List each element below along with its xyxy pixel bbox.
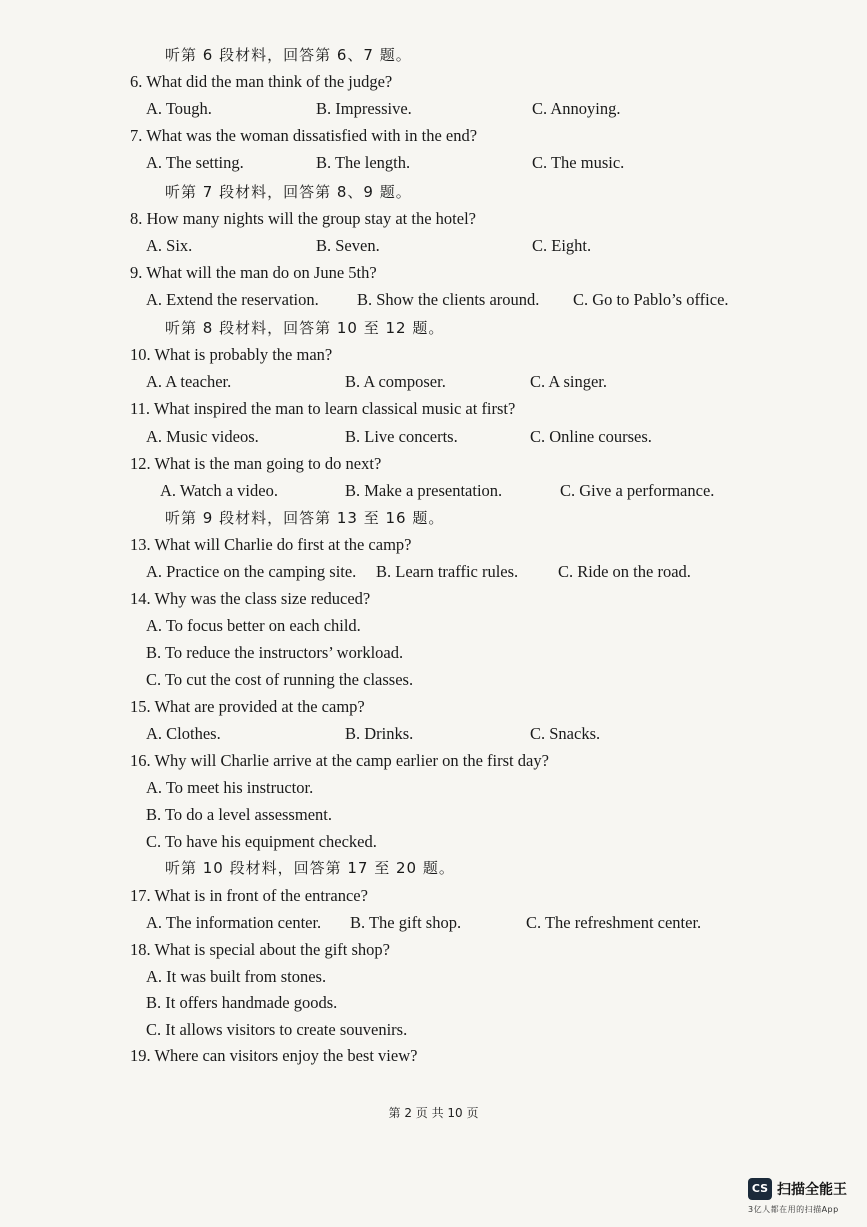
- question-18: 18. What is special about the gift shop?: [130, 940, 390, 959]
- option-11b: B. Live concerts.: [345, 427, 458, 446]
- option-7b: B. The length.: [316, 153, 411, 172]
- option-14a: A. To focus better on each child.: [146, 616, 361, 635]
- question-19: 19. Where can visitors enjoy the best view?: [130, 1046, 418, 1065]
- option-14b: B. To reduce the instructors’ workload.: [146, 643, 404, 662]
- cs-logo-icon: CS: [748, 1178, 772, 1200]
- question-15: 15. What are provided at the camp?: [130, 697, 365, 716]
- option-16c: C. To have his equipment checked.: [146, 832, 377, 851]
- option-8c: C. Eight.: [532, 236, 592, 255]
- option-10b: B. A composer.: [345, 372, 446, 391]
- option-9a: A. Extend the reservation.: [146, 290, 319, 309]
- question-16: 16. Why will Charlie arrive at the camp earlier on the first day?: [130, 751, 549, 770]
- section-heading: 听第 8 段材料，回答第 10 至 12 题。: [165, 319, 445, 337]
- option-6c: C. Annoying.: [532, 99, 621, 118]
- option-12c: C. Give a performance.: [560, 481, 715, 500]
- question-14: 14. Why was the class size reduced?: [130, 589, 371, 608]
- logo-name: 扫描全能王: [777, 1182, 847, 1198]
- page-footer: 第 2 页 共 10 页: [388, 1106, 479, 1120]
- option-17c: C. The refreshment center.: [526, 913, 702, 932]
- option-18b: B. It offers handmade goods.: [146, 993, 338, 1012]
- option-8a: A. Six.: [146, 236, 193, 255]
- option-14c: C. To cut the cost of running the classes.: [146, 670, 414, 689]
- option-13b: B. Learn traffic rules.: [376, 562, 519, 581]
- section-heading: 听第 7 段材料，回答第 8、9 题。: [165, 183, 412, 201]
- option-12a: A. Watch a video.: [160, 481, 278, 500]
- section-heading: 听第 6 段材料，回答第 6、7 题。: [165, 46, 412, 64]
- option-10c: C. A singer.: [530, 372, 608, 391]
- option-12b: B. Make a presentation.: [345, 481, 503, 500]
- option-8b: B. Seven.: [316, 236, 380, 255]
- option-9c: C. Go to Pablo’s office.: [573, 290, 729, 309]
- option-6b: B. Impressive.: [316, 99, 412, 118]
- question-13: 13. What will Charlie do first at the camp?: [130, 535, 412, 554]
- question-17: 17. What is in front of the entrance?: [130, 886, 368, 905]
- section-heading: 听第 10 段材料，回答第 17 至 20 题。: [165, 859, 455, 877]
- option-10a: A. A teacher.: [146, 372, 232, 391]
- question-12: 12. What is the man going to do next?: [130, 454, 382, 473]
- option-15a: A. Clothes.: [146, 724, 221, 743]
- option-7c: C. The music.: [532, 153, 625, 172]
- option-11c: C. Online courses.: [530, 427, 652, 446]
- option-18c: C. It allows visitors to create souvenirs.: [146, 1020, 408, 1039]
- option-17a: A. The information center.: [146, 913, 322, 932]
- question-7: 7. What was the woman dissatisfied with in the end?: [130, 126, 478, 145]
- option-13c: C. Ride on the road.: [558, 562, 691, 581]
- section-heading: 听第 9 段材料，回答第 13 至 16 题。: [165, 509, 445, 527]
- option-16a: A. To meet his instructor.: [146, 778, 314, 797]
- option-15b: B. Drinks.: [345, 724, 414, 743]
- question-8: 8. How many nights will the group stay at the hotel?: [130, 209, 476, 228]
- option-17b: B. The gift shop.: [350, 913, 462, 932]
- option-13a: A. Practice on the camping site.: [146, 562, 357, 581]
- option-16b: B. To do a level assessment.: [146, 805, 332, 824]
- option-11a: A. Music videos.: [146, 427, 259, 446]
- option-15c: C. Snacks.: [530, 724, 601, 743]
- question-6: 6. What did the man think of the judge?: [130, 72, 393, 91]
- logo-tagline: 3亿人都在用的扫描App: [748, 1205, 839, 1214]
- option-18a: A. It was built from stones.: [146, 967, 327, 986]
- question-11: 11. What inspired the man to learn classical music at first?: [130, 399, 516, 418]
- option-7a: A. The setting.: [146, 153, 244, 172]
- option-6a: A. Tough.: [146, 99, 212, 118]
- option-9b: B. Show the clients around.: [357, 290, 540, 309]
- question-10: 10. What is probably the man?: [130, 345, 333, 364]
- scanner-logo: [748, 1178, 858, 1218]
- question-9: 9. What will the man do on June 5th?: [130, 263, 377, 282]
